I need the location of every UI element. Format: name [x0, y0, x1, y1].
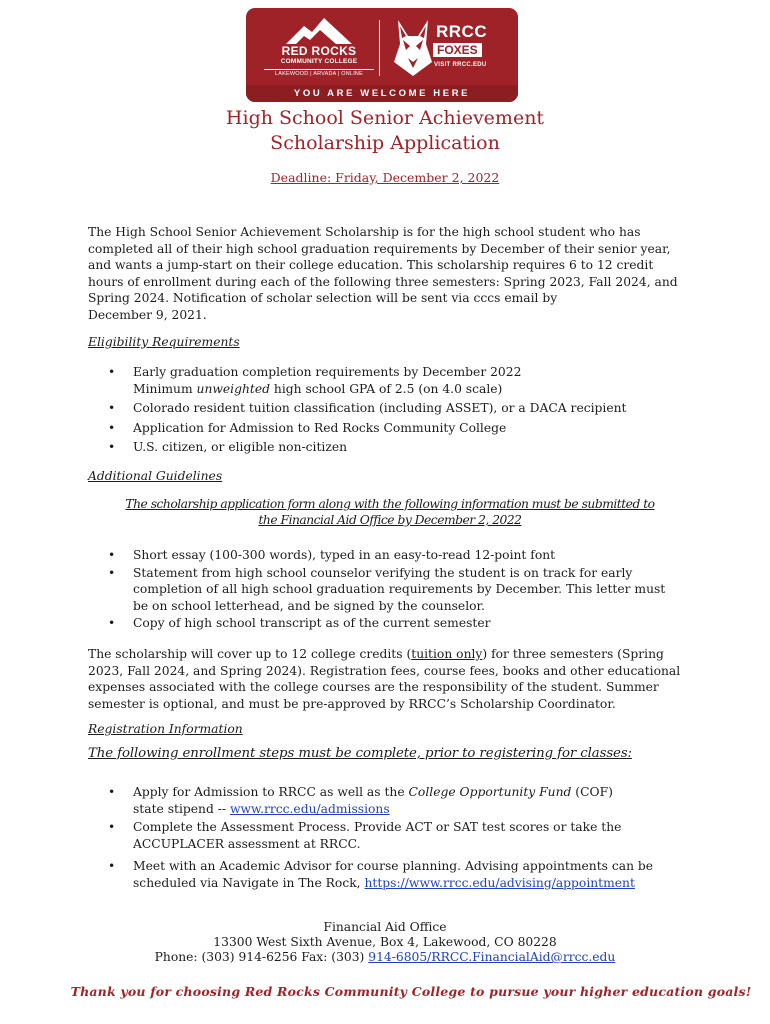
intro-line: The High School Senior Achievement Scholarship is for the high school student who has [88, 225, 641, 239]
list-item [88, 784, 688, 817]
registration-subheading: The following enrollment steps must be complete, prior to registering for classes: [88, 746, 632, 761]
item-text-part: state stipend -- [133, 801, 230, 816]
footer-phone: Phone: (303) 914-6256 Fax: (303) [154, 950, 369, 964]
deadline: Deadline: Friday, December 2, 2022 [270, 170, 500, 185]
intro-line: and wants a jump-start on their college education. This scholarship requires 6 to 12 credit [88, 258, 654, 272]
coverage-text: ) for three semesters (Spring [482, 647, 664, 661]
footer-contact [0, 950, 770, 966]
tuition-only-text: tuition only [411, 647, 483, 661]
bullet-icon: • [108, 420, 116, 435]
item-text: Colorado resident tuition classification (including ASSET), or a DACA recipient [133, 401, 627, 415]
financial-aid-email-link[interactable]: 914-6805/RRCC.FinancialAid@rrcc.edu [368, 950, 616, 964]
eligibility-list [88, 364, 688, 456]
item-text-part: scheduled via Navigate in The Rock, [133, 875, 365, 890]
item-text-part: high school GPA of 2.5 (on 4.0 scale) [270, 381, 503, 396]
header-banner [246, 8, 518, 102]
item-text: Short essay (100-300 words), typed in an easy-to-read 12-point font [133, 548, 556, 562]
emphasis-text: unweighted [196, 381, 270, 396]
item-text [133, 381, 688, 398]
item-text-part: Apply for Admission to RRCC as well as the [133, 785, 409, 799]
footer-office: Financial Aid Office [323, 920, 447, 934]
welcome-strip: YOU ARE WELCOME HERE [246, 85, 518, 102]
college-subtitle: COMMUNITY COLLEGE [280, 58, 358, 65]
bullet-icon: • [108, 548, 116, 562]
banner-logos [246, 8, 518, 85]
bullet-icon: • [108, 565, 116, 580]
notice-line: The scholarship application form along with the following information must be submitted to [125, 497, 655, 511]
list-item [88, 364, 688, 397]
mountain-icon [286, 18, 352, 44]
bullet-icon: • [108, 401, 116, 415]
item-text: Meet with an Academic Advisor for course planning. Advising appointments can be [133, 859, 654, 873]
intro-line: completed all of their high school graduation requirements by December of their senior year, [88, 241, 671, 256]
coverage-paragraph [88, 646, 688, 712]
bullet-icon: • [108, 820, 116, 834]
red-rocks-logo [264, 18, 374, 78]
intro-line: Spring 2024. Notification of scholar selection will be sent via cccs email by [88, 291, 558, 305]
bullet-icon: • [108, 785, 116, 799]
item-text: be on school letterhead, and be signed by the counselor. [133, 598, 485, 613]
emphasis-text: College Opportunity Fund [408, 785, 572, 799]
coverage-line: expenses associated with the college courses are the responsibility of the student. Summer [88, 680, 659, 694]
item-text: completion of all high school graduation requirements by December. This letter must [133, 582, 666, 596]
item-text: ACCUPLACER assessment at RRCC. [133, 836, 361, 851]
list-item [88, 439, 688, 456]
bullet-icon: • [108, 616, 116, 630]
intro-line: December 9, 2021. [88, 307, 207, 322]
banner-divider [379, 20, 380, 76]
mascot-foxes-text: FOXES [433, 43, 482, 57]
registration-heading: Registration Information [88, 722, 243, 736]
college-name: RED ROCKS [281, 44, 357, 58]
guidelines-heading: Additional Guidelines [88, 469, 223, 483]
list-item [88, 819, 688, 852]
title-line-2: Scholarship Application [270, 132, 500, 154]
list-item [88, 615, 688, 632]
visit-website-text: VISIT RRCC.EDU [434, 62, 487, 68]
intro-paragraph [88, 224, 688, 323]
item-text: Application for Admission to Red Rocks Community College [133, 420, 507, 435]
item-text-part: Minimum [133, 381, 197, 396]
title-line-1: High School Senior Achievement [225, 107, 545, 129]
bullet-icon: • [108, 859, 116, 873]
list-item [88, 400, 688, 417]
submission-notice [80, 496, 700, 528]
bullet-icon: • [108, 365, 116, 379]
guidelines-list [88, 547, 688, 632]
list-item [88, 420, 688, 437]
notice-line: the Financial Aid Office by December 2, 2022 [258, 513, 522, 527]
bullet-icon: • [108, 440, 116, 454]
college-locations: LAKEWOOD | ARVADA | ONLINE [264, 69, 374, 77]
list-item [88, 547, 688, 564]
thank-you-message: Thank you for choosing Red Rocks Community College to pursue your higher education goals! [70, 984, 752, 999]
coverage-line: 2023, Fall 2024, and Spring 2024). Registration fees, course fees, books and other educational [88, 663, 681, 678]
item-text-part: (COF) [571, 785, 613, 799]
mascot-rrcc-text: RRCC [436, 22, 488, 41]
advising-link[interactable]: https://www.rrcc.edu/advising/appointment [364, 875, 635, 890]
list-item [88, 858, 688, 891]
item-text: Early graduation completion requirements by December 2022 [133, 365, 522, 379]
item-text: Copy of high school transcript as of the current semester [133, 616, 491, 630]
list-item [88, 565, 688, 615]
registration-list [88, 784, 688, 891]
coverage-line: semester is optional, and must be pre-approved by RRCC’s Scholarship Coordinator. [88, 696, 616, 711]
eligibility-heading: Eligibility Requirements [88, 335, 240, 349]
footer-address: 13300 West Sixth Avenue, Box 4, Lakewood, CO 80228 [213, 935, 557, 949]
item-text: Statement from high school counselor verifying the student is on track for early [133, 565, 633, 580]
admissions-link[interactable]: www.rrcc.edu/admissions [229, 801, 390, 816]
intro-line: hours of enrollment during each of the following three semesters: Spring 2023, Fall 2024, and [88, 274, 678, 289]
item-text: Complete the Assessment Process. Provide ACT or SAT test scores or take the [133, 820, 622, 834]
item-text [133, 784, 688, 801]
coverage-text: The scholarship will cover up to 12 college credits ( [88, 647, 412, 661]
fox-mascot-icon [394, 18, 432, 76]
coverage-line [88, 646, 688, 663]
item-text [133, 875, 688, 892]
item-text [133, 801, 688, 818]
item-text: U.S. citizen, or eligible non-citizen [133, 440, 348, 454]
